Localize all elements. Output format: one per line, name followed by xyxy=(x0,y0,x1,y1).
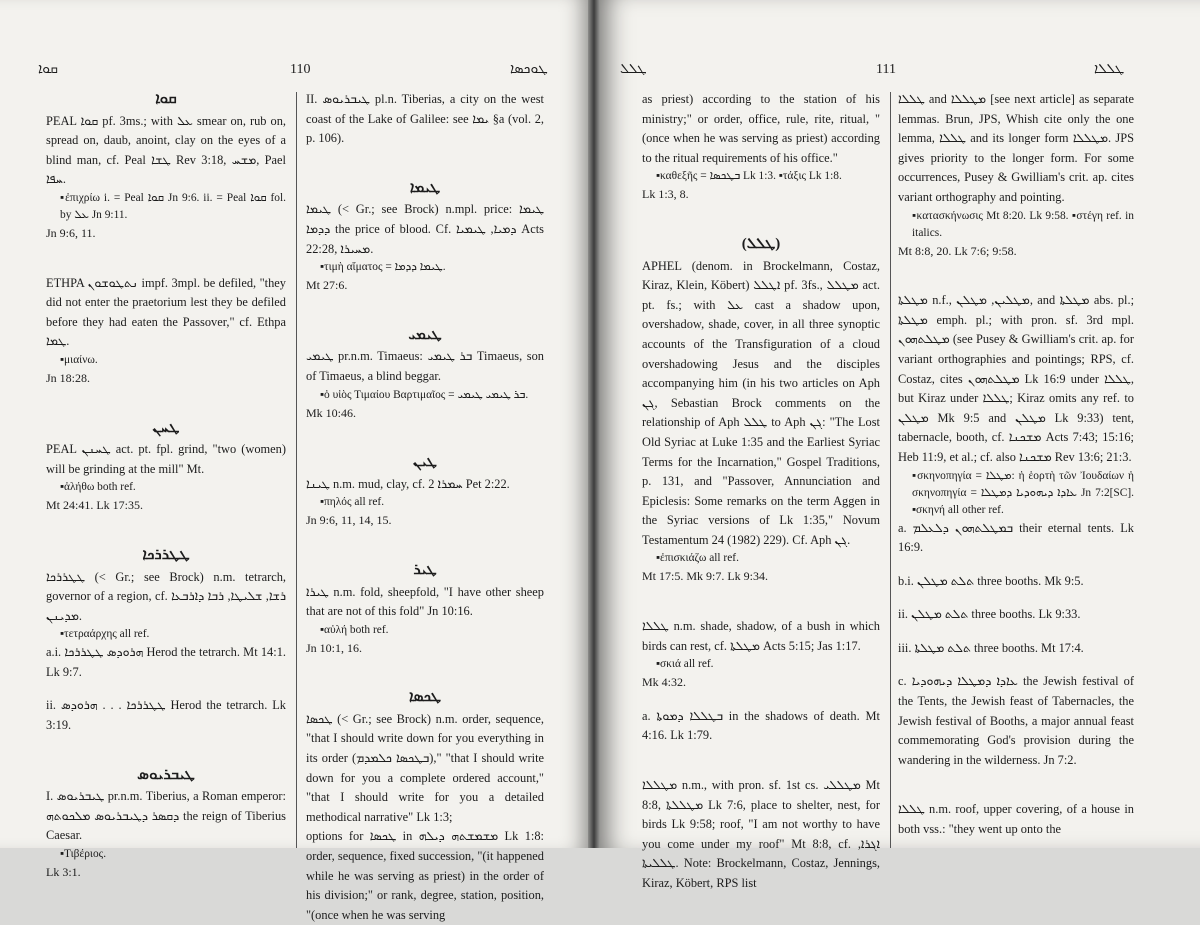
book-gutter xyxy=(588,0,600,848)
entry-paragraph: PEAL ܛܚܢܢ act. pt. fpl. grind, "two (women) will be grinding at the mill" Mt. xyxy=(46,442,286,476)
spacer xyxy=(898,625,1134,639)
entry-paragraph: ܛܝܡܝ pr.n.m. Timaeus: ܒܪ ܛܝܡܝ Timaeus, son of Timaeus, a blind beggar. xyxy=(306,349,544,383)
scripture-reference: Jn 9:6, 11. xyxy=(46,225,96,240)
right-page xyxy=(600,0,1200,890)
right-column-2 xyxy=(898,90,1134,840)
entry-root-heading: ܛܚܢ xyxy=(152,419,180,436)
scripture-reference: Mk 4:32. xyxy=(642,675,687,690)
entry-paragraph: c. ܥܐܕܐ ܕܡܛܠܐ ܕܝܗܘܕܝܐ the Jewish festival of the Tents, the Jewish feast of Tabernacles, the Jewish festival of Booths, a major annual feast commemorating God's provision during the wandering in the wilderness. Jn 7:2. xyxy=(898,674,1134,767)
greek-source-line: ▪ὁ υἱὸς Τιμαίου Βαρτιμαῖος = ܒܪ ܛܝܡܝ ܛܝܡܝ. xyxy=(320,388,529,401)
entry-paragraph: II. ܛܝܒܪܝܘܣ pl.n. Tiberias, a city on the west coast of the Lake of Galilee: see ܝܡܐ §a (vol. 2, p. 106). xyxy=(306,92,544,146)
spacer xyxy=(642,587,880,617)
greek-source-line: ▪σκηνοπηγία = ܡܛܠܐ: ἡ ἑορτὴ τῶν Ἰουδαίων ἡ σκηνοπηγία = ܥܐܕܐ ܕܝܗܘܕܝܐ ܕܡܛܠܐ Jn 7:2[SC]. ▪σκηνή all other ref. xyxy=(912,469,1135,516)
entry-paragraph: ܛܝܡܐ (< Gr.; see Brock) n.mpl. price: ܛܝܡܐ ܕܕܡܐ the price of blood. Cf. ܕܡܝܐ, ܛܝܡܝܐ Acts 22:28, ܡܚܝܪܐ. xyxy=(306,202,545,256)
entry-paragraph: PEAL ܩܘܐ pf. 3ms.; with ܥܠ smear on, rub on, spread on, daub, anoint, clay on the eyes of a blind man, cf. Peal ܛܫܐ Rev 3:18, ܡܫܚ, Pael ܚܦܐ. xyxy=(46,113,286,187)
entry-root-heading: (ܛܠܠ) xyxy=(741,235,781,252)
entry-paragraph: ii. ܬܠܬ ܡܛܠܢ three booths. Lk 9:33. xyxy=(898,607,1081,622)
entry-paragraph: APHEL (denom. in Brockelmann, Costaz, Kiraz, Klein, Köbert) ܐܛܠܠ pf. 3fs., ܡܛܠܠ act. pt. fs.; with ܥܠ cast a shadow upon, overshadow, shade, cover, in all three synoptic accounts of the Transfiguration of a cloud overshadowing Jesus and the disciples accompanying him (in his two articles on Aph ܓܢ, Sebastian Brock comments on the relationship of Aph ܛܠܠ to Aph ܓܢ: "The Lost Old Syriac at Luke 1:35 and the Earliest Syriac Terms for the Incarnation," Gospel Traditions, p. 131, and "Passover, Annunciation and Epiclesis: Some remarks on the term Aggen in the Syriac versions of Lk 1:35," Novum Testamentum 24 (1982) 229). Cf. Aph ܓܢ. xyxy=(642,258,881,547)
entry-paragraph: ܡܛܠܠܐ n.m., with pron. sf. 1st cs. ܡܛܠܠܝ Mt 8:8, ܡܛܠܠܬܐ Lk 7:6, place to shelter, nest, for birds Lk 9:58; roof, "I am not worthy to have you come under my roof" Mt 8:8, cf. ܐܓܪܐ, ܛܠܠܝܬܐ. Note: Brockelmann, Costaz, Jennings, Kiraz, Köbert, RPS list xyxy=(642,778,881,890)
greek-source-line: ▪σκιά all ref. xyxy=(656,658,714,671)
scripture-reference: Mt 24:41. Lk 17:35. xyxy=(46,498,144,513)
left-page xyxy=(0,0,588,922)
entry-root-heading: ܛܝܡܝ xyxy=(408,326,442,343)
scripture-reference: Jn 9:6, 11, 14, 15. xyxy=(306,513,392,528)
scripture-reference: Lk 1:3, 8. xyxy=(642,187,689,202)
greek-source-line: ▪ἀλήθω both ref. xyxy=(60,481,136,494)
spacer xyxy=(306,296,544,326)
entry-paragraph: ܛܝܢܐ n.m. mud, clay, cf. ܚܡܪܐ 2 Pet 2:22. xyxy=(306,476,510,491)
spacer xyxy=(898,558,1134,572)
running-head-right: ܛܘܟܣܐ xyxy=(510,62,548,77)
entry-root-heading: ܛܛܪܪܟܐ xyxy=(142,546,190,563)
spacer xyxy=(46,244,286,274)
entry-paragraph: I. ܛܝܒܪܝܘܣ pr.n.m. Tiberius, a Roman emperor: ܕܩܣܪ ܕܛܝܒܪܝܘܣ ܡܠܟܘܬܗ the reign of Tiberius Caesar. xyxy=(46,789,286,843)
entry-root-heading: ܩܘܐ xyxy=(155,91,177,107)
spacer xyxy=(306,423,544,453)
entry-paragraph: ܡܛܠܬܐ n.f., ܡܛܠܝܢ, ܡܛܠܢ, and ܡܛܠܬܐ abs. pl.; ܡܛܠܬܐ emph. pl.; with pron. sf. 3rd mpl. ܡܛܠܬܗܘܢ (see Pusey & Gwilliam's crit. ap. for variant orthographies and pointings; RPS, cf. Costaz, cites ܡܛܠܬܗܘܢ Lk 16:9 under ܛܠܠܐ, but Kiraz under ܛܠܠܐ; Kiraz omits any ref. to ܡܛܠܢ Mk 9:5 and ܡܛܠܢ Lk 9:33) tent, tabernacle, booth, cf. ܡܫܟܢܐ Acts 7:43; 15:16; Heb 11:9, et al.; cf. also ܡܫܟܢܐ Rev 13:6; 21:3. xyxy=(898,293,1135,464)
column-divider xyxy=(890,92,891,848)
entry-paragraph: a.i. ܗܪܘܕܣ ܛܛܪܪܟܐ Herod the tetrarch. Mt 14:1. Lk 9:7. xyxy=(46,645,286,679)
spacer xyxy=(898,770,1134,800)
scripture-reference: Mk 10:46. xyxy=(306,405,357,420)
spacer xyxy=(642,746,880,776)
greek-source-line: ▪κατασκήνωσις Mt 8:20. Lk 9:58. ▪στέγη ref. in italics. xyxy=(912,209,1134,239)
entry-paragraph: a. ܒܡܛܠܬܗܘܢ ܕܠܥܠܡ their eternal tents. Lk 16:9. xyxy=(898,520,1134,555)
spacer xyxy=(642,693,880,707)
spacer xyxy=(898,261,1134,291)
greek-source-line: ▪αὐλή both ref. xyxy=(320,623,389,636)
entry-root-heading: ܛܟܣܐ xyxy=(408,689,442,706)
scripture-reference: Mt 17:5. Mk 9:7. Lk 9:34. xyxy=(642,569,769,584)
greek-source-line: ▪ἐπιχρίω i. = Peal ܩܘܐ Jn 9:6. ii. = Peal ܩܘܐ fol. by ܥܠ Jn 9:11. xyxy=(60,191,286,221)
spacer xyxy=(306,531,544,561)
scripture-reference: Jn 18:28. xyxy=(46,370,91,385)
spacer xyxy=(642,205,880,235)
spacer xyxy=(306,149,544,179)
greek-source-line: ▪τιμὴ αἵματος = ܛܝܡܐ ܕܕܡܐ. xyxy=(320,261,446,274)
scripture-reference: Jn 10:1, 16. xyxy=(306,640,363,655)
greek-source-line: ▪Τιβέριος. xyxy=(60,848,107,861)
entry-root-heading: ܛܝܡܐ xyxy=(409,179,441,196)
greek-source-line: ▪μιαίνω. xyxy=(60,353,98,366)
column-divider xyxy=(296,92,297,848)
scripture-reference: Mt 8:8, 20. Lk 7:6; 9:58. xyxy=(898,243,1017,258)
entry-paragraph: b.i. ܬܠܬ ܡܛܠܢ three booths. Mk 9:5. xyxy=(898,573,1084,588)
entry-paragraph: as priest) according to the station of his ministry;" or order, office, rule, rite, ritual, "(once when he was serving as priest) according to the ritual requirements of his office." xyxy=(642,92,880,165)
greek-source-line: ▪καθεξῆς = ܒܛܟܣܐ Lk 1:3. ▪τάξις Lk 1:8. xyxy=(656,170,842,183)
greek-source-line: ▪ἐπισκιάζω all ref. xyxy=(656,552,739,565)
left-column-2 xyxy=(306,90,544,925)
spacer xyxy=(46,516,286,546)
spacer xyxy=(46,389,286,419)
entry-paragraph: ܛܝܪܐ n.m. fold, sheepfold, "I have other sheep that are not of this fold" Jn 10:16. xyxy=(306,584,544,619)
scripture-reference: Mt 27:6. xyxy=(306,278,348,293)
spacer xyxy=(46,736,286,766)
entry-paragraph: ܛܠܠܐ n.m. shade, shadow, of a bush in which birds can rest, cf. ܡܛܠܬܐ Acts 5:15; Jas 1:17. xyxy=(642,619,880,653)
left-column-1 xyxy=(46,90,286,883)
entry-paragraph: ܛܛܪܪܟܐ (< Gr.; see Brock) n.m. tetrarch, governor of a region, cf. ܪܫܐ, ܫܠܝܛܐ, ܪܒܐ ܕܐܪܒܥܐ ܡܕܝܢܢ. xyxy=(46,569,286,623)
spacer xyxy=(46,682,286,696)
page-number: 111 xyxy=(876,62,896,77)
entry-root-heading: ܛܝܒܪܝܘܣ xyxy=(137,766,195,783)
entry-root-heading: ܛܝܪ xyxy=(413,561,437,578)
greek-source-line: ▪πηλός all ref. xyxy=(320,496,385,509)
entry-paragraph: ܛܟܣܐ (< Gr.; see Brock) n.m. order, sequence, "that I should write down for you everything in its order (ܒܛܟܣܐ ܟܠܡܕܡ)," "that I should write down for you a complete ordered account," "that I should write for you a detailed methodical narrative" Lk 1:3; xyxy=(306,711,545,824)
entry-paragraph: options for ܛܟܣܐ in ܡܫܡܫܬܗ ܕܝܠܗ Lk 1:8: order, sequence, fixed succession, "(it happened while he was serving as priest) in the order of his division;" or rank, degree, station, position, "(once when he was serving xyxy=(306,829,544,922)
entry-paragraph: ETHPA ܢܬܛܘܫܘܢ impf. 3mpl. be defiled, "they did not enter the praetorium lest they be defiled before they had eaten the Passover," cf. Ethpa ܛܡܐ. xyxy=(46,275,287,349)
running-head-left: ܩܘܐ xyxy=(38,62,59,77)
entry-paragraph: ii. ܛܛܪܪܟܐ . . . ܗܪܘܕܣ Herod the tetrarch. Lk 3:19. xyxy=(46,698,286,733)
entry-paragraph: iii. ܬܠܬ ܡܛܠܬܐ three booths. Mt 17:4. xyxy=(898,640,1084,655)
running-head-right: ܛܠܠܐ xyxy=(1094,62,1125,77)
right-column-1 xyxy=(642,90,880,894)
page-number: 110 xyxy=(290,62,311,77)
spacer xyxy=(898,591,1134,605)
entry-paragraph: ܛܠܠܐ n.m. roof, upper covering, of a house in both vss.: "they went up onto the xyxy=(898,802,1134,837)
greek-source-line: ▪τετραάρχης all ref. xyxy=(60,628,150,641)
entry-paragraph: a. ܒܛܠܠܐ ܕܡܘܬܐ in the shadows of death. Mt 4:16. Lk 1:79. xyxy=(642,708,880,743)
entry-root-heading: ܛܝܢ xyxy=(413,454,437,471)
entry-paragraph: ܛܠܠܐ and ܡܛܠܠܐ [see next article] as separate lemmas. Brun, JPS, Whish cite only the one lemma, ܛܠܠܐ and its longer form ܡܛܠܠܐ. JPS gives priority to the longer form. For some occurrences, Pusey & Gwilliam's crit. ap. cites variant orthography and pointing. xyxy=(898,92,1135,204)
spacer xyxy=(898,658,1134,672)
spacer xyxy=(306,658,544,688)
scripture-reference: Lk 3:1. xyxy=(46,865,81,880)
running-head-left: ܛܠܠ xyxy=(620,62,647,77)
